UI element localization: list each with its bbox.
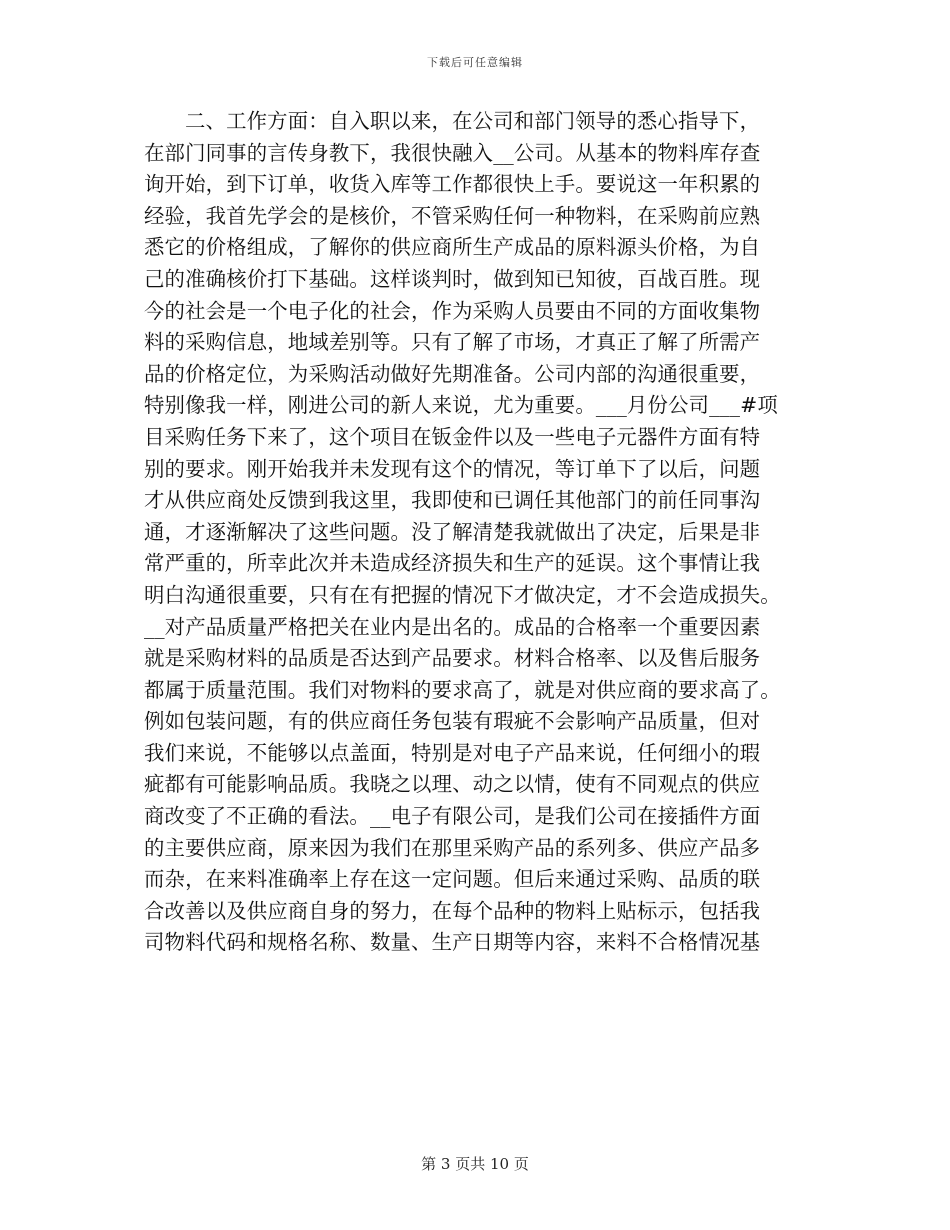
paragraph-line: 目采购任务下来了，这个项目在钣金件以及一些电子元器件方面有特 — [144, 424, 761, 449]
paragraph-line: 询开始，到下订单，收货入库等工作都很快上手。要说这一年积累的 — [144, 172, 761, 197]
paragraph-line: 常严重的，所幸此次并未造成经济损失和生产的延误。这个事情让我 — [144, 551, 761, 576]
paragraph-line: 今的社会是一个电子化的社会，作为采购人员要由不同的方面收集物 — [144, 298, 761, 323]
paragraph-line: 经验，我首先学会的是核价，不管采购任何一种物料，在采购前应熟 — [144, 203, 761, 228]
paragraph-line: __对产品质量严格把关在业内是出名的。成品的合格率一个重要因素 — [144, 614, 761, 639]
paragraph-line: 品的价格定位，为采购活动做好先期准备。公司内部的沟通很重要， — [144, 361, 761, 386]
paragraph-line: 例如包装问题，有的供应商任务包装有瑕疵不会影响产品质量，但对 — [144, 709, 761, 734]
paragraph-line: 都属于质量范围。我们对物料的要求高了，就是对供应商的要求高了。 — [144, 677, 781, 702]
paragraph-line: 才从供应商处反馈到我这里，我即使和已调任其他部门的前任同事沟 — [144, 488, 761, 513]
paragraph-line: 别的要求。刚开始我并未发现有这个的情况，等订单下了以后，问题 — [144, 456, 761, 481]
paragraph-line: 料的采购信息，地域差别等。只有了解了市场，才真正了解了所需产 — [144, 330, 761, 355]
paragraph-line: 就是采购材料的品质是否达到产品要求。材料合格率、以及售后服务 — [144, 646, 761, 671]
paragraph-line: 特别像我一样，刚进公司的新人来说，尤为重要。___月份公司___#项 — [144, 393, 778, 418]
paragraph-line: 二、工作方面：自入职以来，在公司和部门领导的悉心指导下， — [185, 109, 761, 133]
paragraph-line: 我们来说，不能够以点盖面，特别是对电子产品来说，任何细小的瑕 — [144, 740, 761, 765]
paragraph-line: 而杂，在来料准确率上存在这一定问题。但后来通过采购、品质的联 — [144, 867, 761, 892]
page-number: 第 3 页共 10 页 — [421, 1155, 529, 1173]
paragraph-line: 明白沟通很重要，只有在有把握的情况下才做决定，才不会造成损失。 — [144, 582, 781, 607]
paragraph-line: 通，才逐渐解决了这些问题。没了解清楚我就做出了决定，后果是非 — [144, 519, 761, 544]
paragraph-line: 疵都有可能影响品质。我晓之以理、动之以情，使有不同观点的供应 — [144, 772, 761, 797]
paragraph-line: 悉它的价格组成，了解你的供应商所生产成品的原料源头价格，为自 — [144, 235, 761, 260]
paragraph-line: 的主要供应商，原来因为我们在那里采购产品的系列多、供应产品多 — [144, 835, 761, 860]
paragraph-line: 在部门同事的言传身教下，我很快融入__公司。从基本的物料库存查 — [144, 140, 761, 165]
paragraph-line: 己的准确核价打下基础。这样谈判时，做到知已知彼，百战百胜。现 — [144, 266, 761, 291]
page-header: 下载后可任意编辑 — [427, 56, 523, 69]
paragraph-line: 合改善以及供应商自身的努力，在每个品种的物料上贴标示，包括我 — [144, 898, 761, 923]
paragraph-line: 商改变了不正确的看法。__电子有限公司，是我们公司在接插件方面 — [144, 804, 761, 829]
paragraph-line: 司物料代码和规格名称、数量、生产日期等内容，来料不合格情况基 — [144, 930, 761, 955]
body-paragraph — [144, 106, 806, 959]
